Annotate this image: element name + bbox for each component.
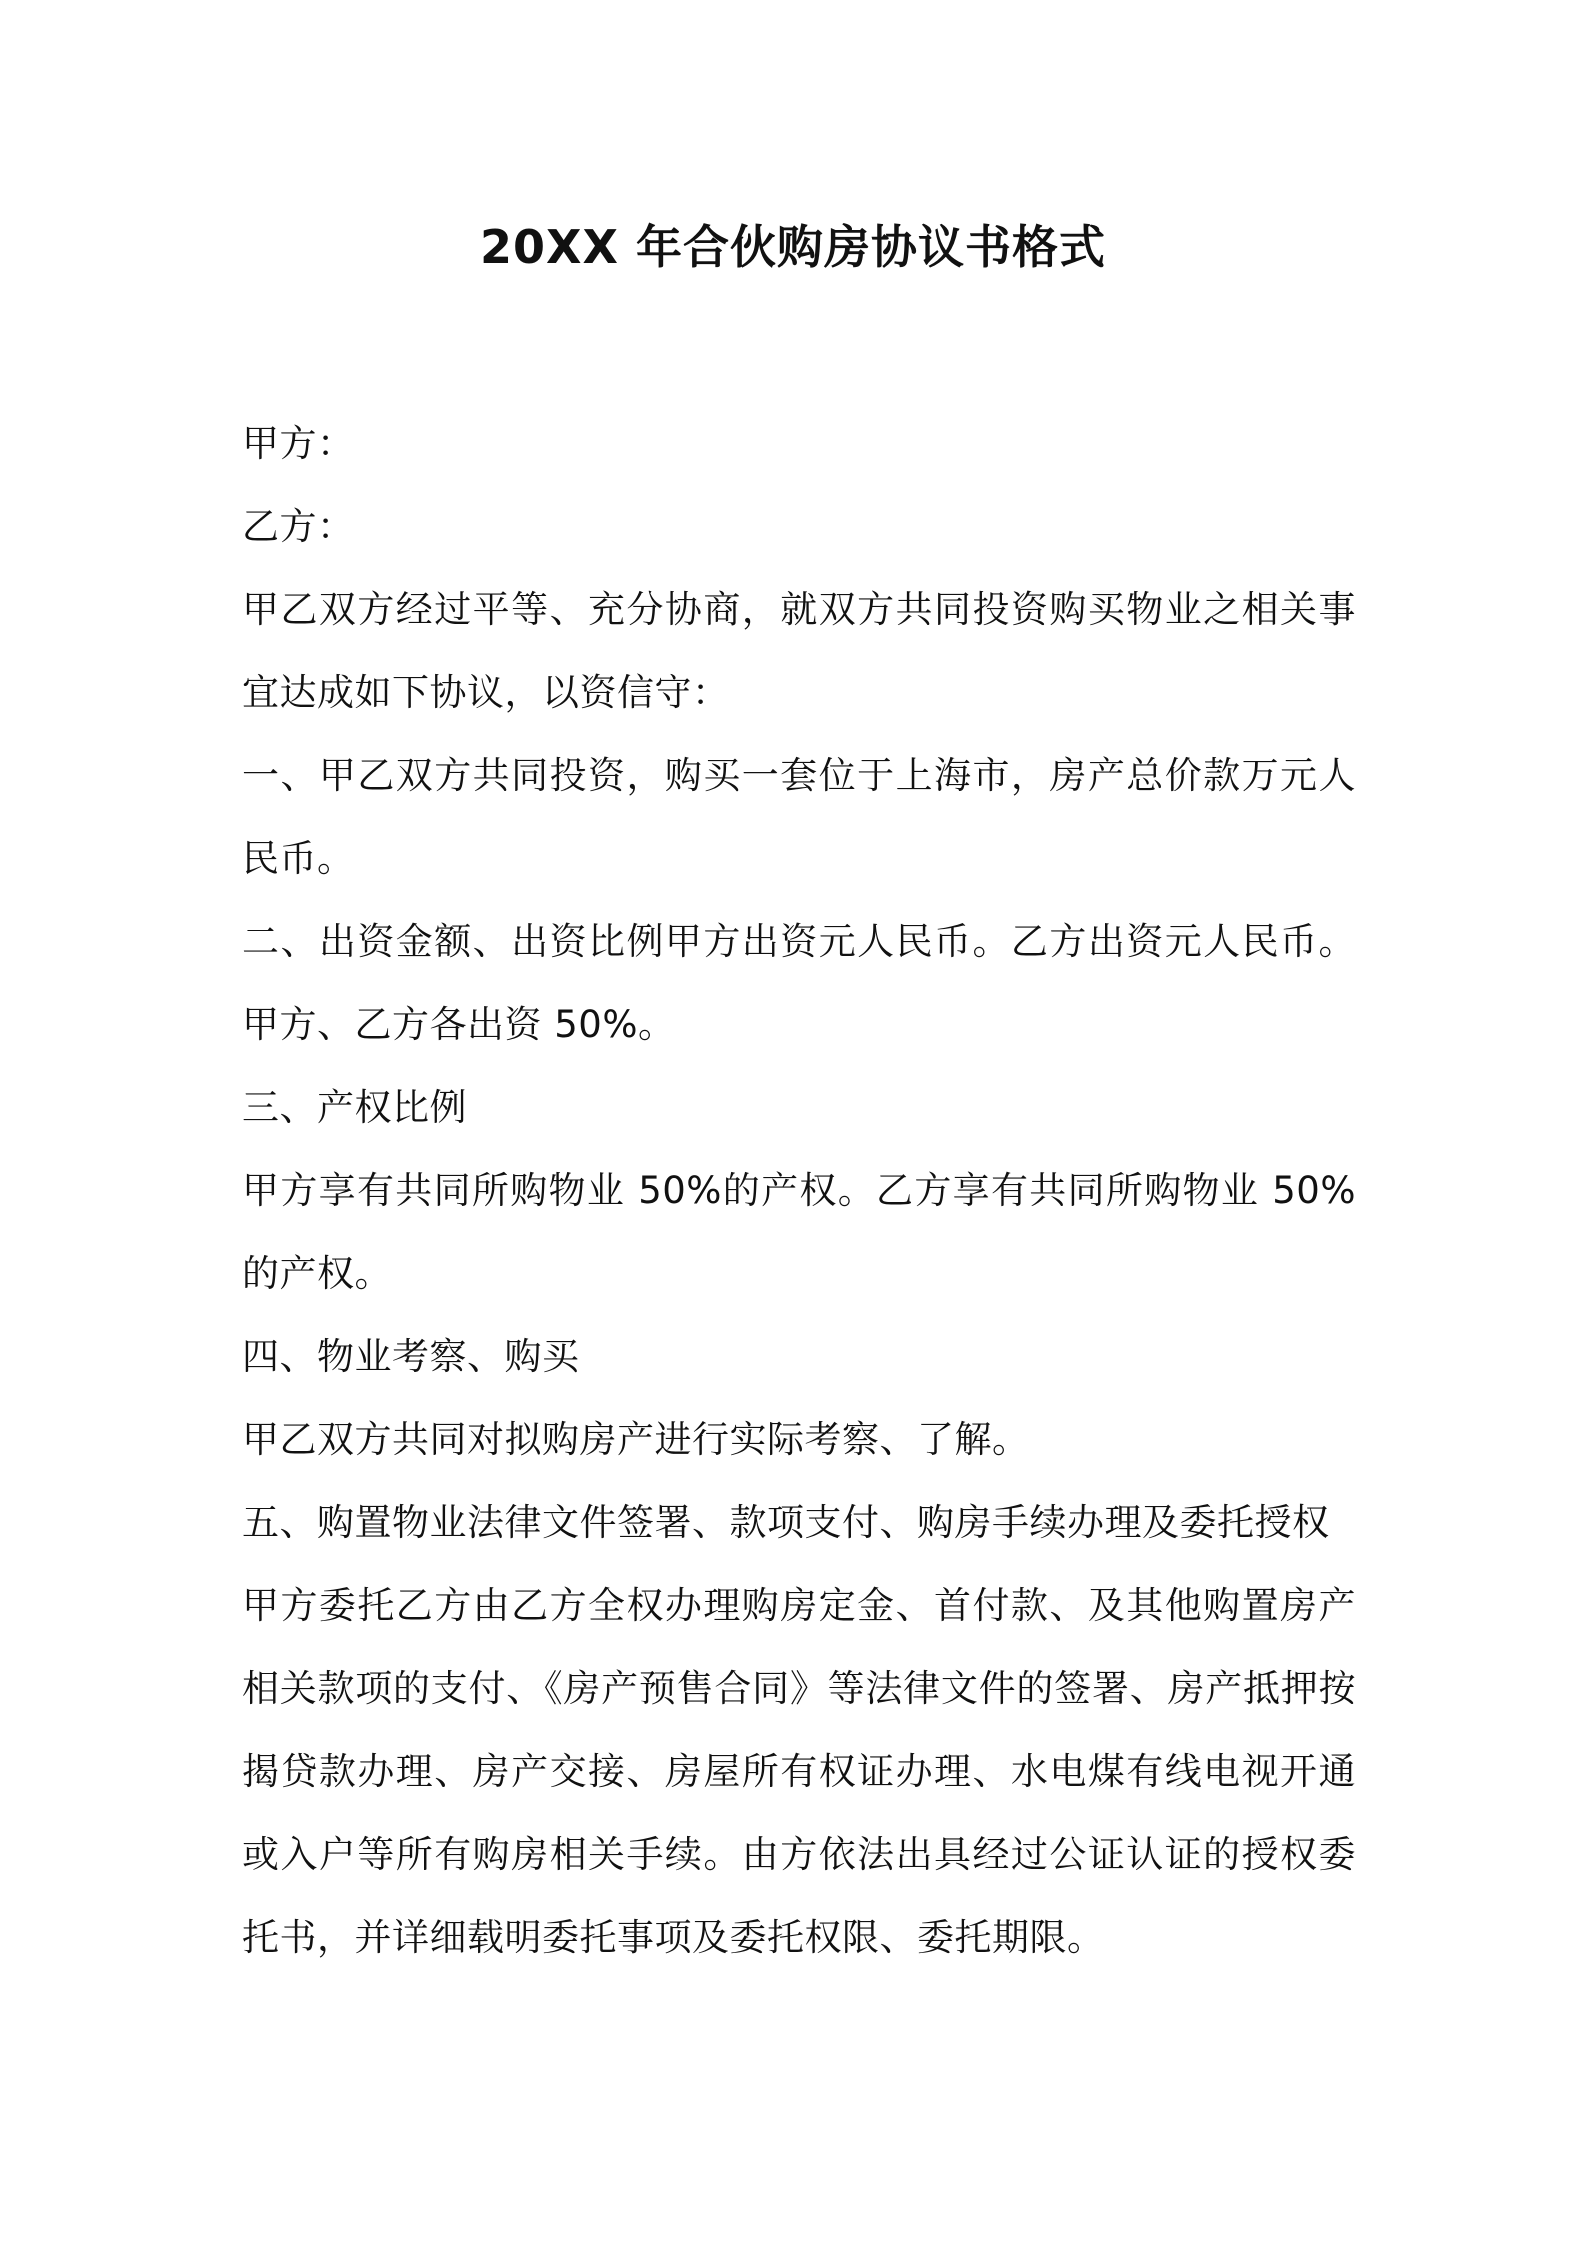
clause-4-paragraph: 甲乙双方共同对拟购房产进行实际考察、了解。 [242,1418,1030,1461]
document-body [242,402,1356,1979]
clause-3-paragraph: 甲方享有共同所购物业 50%的产权。乙方享有共同所购物业 50%的产权。 [242,1169,1356,1295]
party-a-line: 甲方： [242,422,355,465]
clause-2-paragraph: 二、出资金额、出资比例甲方出资元人民币。乙方出资元人民币。甲方、乙方各出资 50%。 [242,920,1356,1046]
clause-5-heading: 五、购置物业法律文件签署、款项支付、购房手续办理及委托授权 [242,1501,1330,1544]
document-title: 20XX 年合伙购房协议书格式 [480,220,1106,274]
clause-4-heading: 四、物业考察、购买 [242,1335,580,1378]
clause-5-paragraph: 甲方委托乙方由乙方全权办理购房定金、首付款、及其他购置房产相关款项的支付、《房产预售合同》等法律文件的签署、房产抵押按揭贷款办理、房产交接、房屋所有权证办理、水电煤有线电视开通或入户等所有购房相关手续。由方依法出具经过公证认证的授权委托书，并详细载明委托事项及委托权限、委托期限。 [242,1584,1356,1959]
clause-3-heading: 三、产权比例 [242,1086,467,1129]
party-b-line: 乙方： [242,505,355,548]
clause-1-paragraph: 一、甲乙双方共同投资，购买一套位于上海市，房产总价款万元人民币。 [242,754,1356,880]
preamble-paragraph: 甲乙双方经过平等、充分协商，就双方共同投资购买物业之相关事宜达成如下协议，以资信守： [242,588,1356,714]
